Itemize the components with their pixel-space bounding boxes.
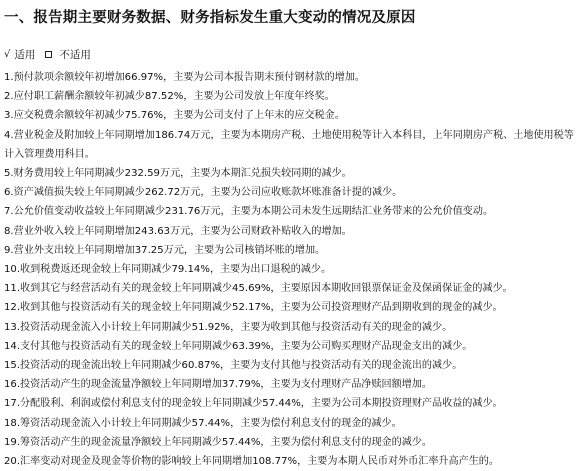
list-item: 10.收到税费返还现金较上年同期减少79.14%，主要为出口退税的减少。 xyxy=(4,264,332,276)
unchecked-box-icon xyxy=(45,51,52,58)
list-item: 5.财务费用较上年同期减少232.59万元，主要为本期汇兑损失较同期的减少。 xyxy=(4,168,352,180)
list-item: 12.收到其他与投资活动有关的现金较上年同期减少52.17%，主要为公司投资理财产品到期收到的现金的减少。 xyxy=(4,302,503,314)
change-reasons-list xyxy=(4,68,574,471)
section-heading: 一、报告期主要财务数据、财务指标发生重大变动的情况及原因 xyxy=(4,10,416,26)
list-item: 19.筹资活动产生的现金流量净额较上年同期减少57.44%，主要为偿付利息支付的现金的减少。 xyxy=(4,436,433,448)
list-item: 15.投资活动的现金流出较上年同期减少60.87%，主要为支付其他与投资活动有关的现金流出的减少。 xyxy=(4,360,463,372)
list-item: 8.营业外收入较上年同期增加243.63万元，主要为公司财政补贴收入的增加。 xyxy=(4,225,352,237)
not-applicable-label: 不适用 xyxy=(59,49,91,61)
list-item: 20.汇率变动对现金及现金等价物的影响较上年同期增加108.77%，主要为本期人民币对外币汇率升高产生的。 xyxy=(4,456,499,468)
list-item: 2.应付职工薪酬余额较年初减少87.52%，主要为公司发放上年度年终奖。 xyxy=(4,91,335,103)
list-item: 13.投资活动现金流入小计较上年同期减少51.92%，主要为收到其他与投资活动有关的现金的减少。 xyxy=(4,321,453,333)
checked-mark-icon: √ xyxy=(4,49,11,60)
list-item: 17.分配股利、利润或偿付利息支付的现金较上年同期减少57.44%，主要为公司本期投资理财产品收益的减少。 xyxy=(4,398,503,410)
list-item: 18.筹资活动现金流入小计较上年同期减少57.44%，主要为偿付利息支付的现金的减少。 xyxy=(4,417,402,429)
list-item: 7.公允价值变动收益较上年同期减少231.76万元，主要为本期公司未发生远期结汇业务带来的公允价值变动。 xyxy=(4,206,494,218)
list-item: 4.营业税金及附加较上年同期增加186.74万元，主要为本期房产税、土地使用税等计入本科目，上年同期房产税、土地使用税等计入管理费用科目。 xyxy=(4,129,574,160)
applicability-row xyxy=(4,47,91,62)
list-item: 16.投资活动产生的现金流量净额较上年同期增加37.79%，主要为支付理财产品净赎回额增加。 xyxy=(4,379,433,391)
list-item: 1.预付款项余额较年初增加66.97%，主要为公司本报告期末预付钢材款的增加。 xyxy=(4,72,366,83)
list-item: 9.营业外支出较上年同期增加37.25万元，主要为公司核销坏账的增加。 xyxy=(4,244,326,256)
list-item: 14.支付其他与投资活动有关的现金较上年同期减少63.39%，主要为公司购买理财产品现金支出的减少。 xyxy=(4,340,473,352)
list-item: 11.收到其它与经营活动有关的现金较上年同期减少45.69%，主要原因本期收回银票保证金及保函保证金的减少。 xyxy=(4,283,513,295)
list-item: 3.应交税费余额较年初减少75.76%，主要为公司支付了上年末的应交税金。 xyxy=(4,110,345,122)
list-item: 6.资产减值损失较上年同期减少262.72万元，主要为公司应收账款坏账准备计提的减少。 xyxy=(4,187,403,199)
applicable-label: 适用 xyxy=(14,49,36,61)
